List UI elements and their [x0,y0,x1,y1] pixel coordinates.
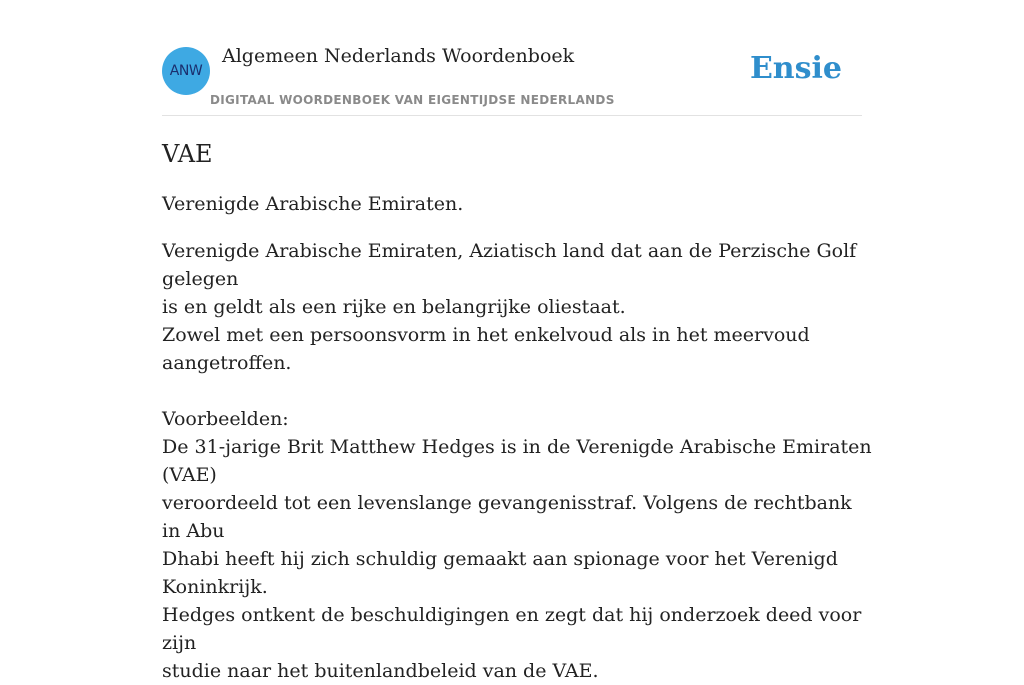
paragraph-spacer [162,377,872,405]
example-line: veroordeeld tot een levenslange gevangenisstraf. Volgens de rechtbank in Abu [162,492,852,542]
site-header [162,0,862,116]
entry-content [162,138,872,685]
example-line: studie naar het buitenlandbeleid van de VAE. [162,660,599,682]
definition-line: is en geldt als een rijke en belangrijke oliestaat. [162,296,626,318]
example-line: Dhabi heeft hij zich schuldig gemaakt aan spionage voor het Verenigd Koninkrijk. [162,548,838,598]
definition-line: Verenigde Arabische Emiraten, Aziatisch land dat aan de Perzische Golf gelegen [162,240,857,290]
short-definition: Verenigde Arabische Emiraten. [162,193,464,215]
headword: VAE [162,140,213,168]
definition-body [162,237,872,685]
anw-logo[interactable]: ANW [162,47,210,95]
ensie-logo[interactable]: Ensie [749,51,842,86]
site-subtitle: DIGITAAL WOORDENBOEK VAN EIGENTIJDSE NEDERLANDS [210,93,615,107]
site-title[interactable]: Algemeen Nederlands Woordenboek [222,45,575,67]
example-line: De 31-jarige Brit Matthew Hedges is in de Verenigde Arabische Emiraten (VAE) [162,436,872,486]
examples-label: Voorbeelden: [162,408,289,430]
example-line: Hedges ontkent de beschuldigingen en zegt dat hij onderzoek deed voor zijn [162,604,862,654]
definition-line: Zowel met een persoonsvorm in het enkelvoud als in het meervoud aangetroffen. [162,324,810,374]
